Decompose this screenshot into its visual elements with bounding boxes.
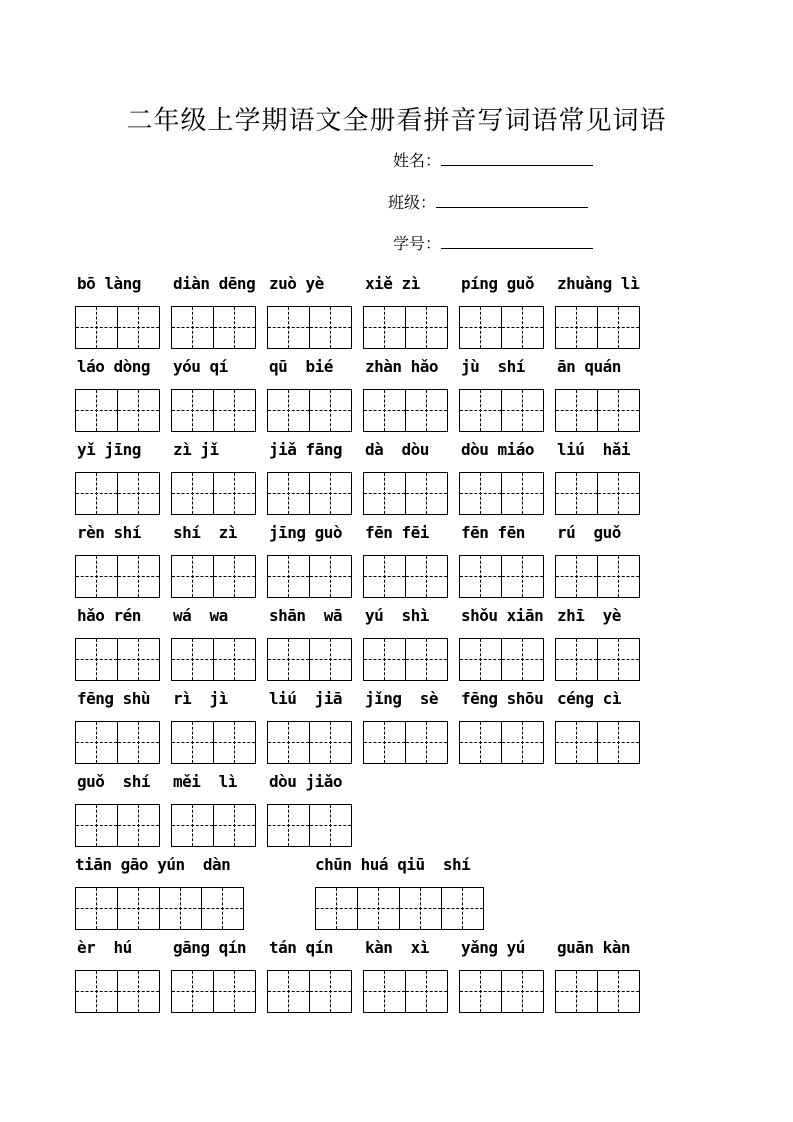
tianzige-cell[interactable] [172, 473, 213, 514]
tianzige-cell[interactable] [556, 307, 597, 348]
word-row [0, 440, 793, 523]
tianzige-cell[interactable] [460, 307, 501, 348]
writing-boxes[interactable] [555, 389, 640, 432]
tianzige-cell[interactable] [597, 971, 639, 1012]
tianzige-cell[interactable] [597, 473, 639, 514]
word-row [0, 689, 793, 772]
tianzige-cell[interactable] [556, 390, 597, 431]
name-field[interactable] [393, 148, 593, 171]
tianzige-cell[interactable] [405, 722, 447, 763]
writing-boxes[interactable] [75, 970, 160, 1013]
pinyin-label: měi lì [173, 772, 237, 791]
pinyin-label: fēng shōu [461, 689, 544, 708]
writing-boxes[interactable] [459, 389, 544, 432]
word-row [0, 772, 793, 855]
tianzige-cell[interactable] [364, 307, 405, 348]
tianzige-cell[interactable] [159, 888, 201, 929]
tianzige-cell[interactable] [460, 473, 501, 514]
pinyin-label: zhī yè [557, 606, 621, 625]
pinyin-label: céng cì [557, 689, 621, 708]
writing-boxes[interactable] [267, 555, 352, 598]
writing-boxes[interactable] [267, 638, 352, 681]
pinyin-label: dòu miáo [461, 440, 535, 459]
writing-boxes[interactable] [363, 721, 448, 764]
writing-boxes[interactable] [267, 970, 352, 1013]
tianzige-cell[interactable] [501, 556, 543, 597]
pinyin-label: liú hǎi [557, 440, 631, 459]
student-id-blank[interactable] [441, 234, 593, 249]
tianzige-cell[interactable] [309, 805, 351, 846]
writing-boxes[interactable] [75, 306, 160, 349]
tianzige-cell[interactable] [364, 473, 405, 514]
name-label: 姓名： [393, 151, 442, 170]
pinyin-label: fēng shù [77, 689, 151, 708]
tianzige-cell[interactable] [76, 556, 117, 597]
writing-boxes[interactable] [459, 721, 544, 764]
word-row [0, 357, 793, 440]
tianzige-cell[interactable] [309, 971, 351, 1012]
pinyin-label: shǒu xiān [461, 606, 544, 625]
pinyin-label: shān wā [269, 606, 343, 625]
tianzige-cell[interactable] [268, 307, 309, 348]
tianzige-cell[interactable] [597, 307, 639, 348]
writing-boxes[interactable] [267, 306, 352, 349]
pinyin-label: fēn fēn [461, 523, 525, 542]
tianzige-cell[interactable] [460, 390, 501, 431]
pinyin-label: yǐ jīng [77, 440, 141, 459]
tianzige-cell[interactable] [172, 971, 213, 1012]
pinyin-label: yǎng yú [461, 938, 525, 957]
pinyin-label: rì jì [173, 689, 228, 708]
tianzige-cell[interactable] [213, 805, 255, 846]
tianzige-cell[interactable] [76, 722, 117, 763]
writing-boxes[interactable] [171, 555, 256, 598]
tianzige-cell[interactable] [556, 473, 597, 514]
tianzige-cell[interactable] [201, 888, 243, 929]
tianzige-cell[interactable] [76, 888, 117, 929]
tianzige-cell[interactable] [117, 473, 159, 514]
pinyin-label: jù shí [461, 357, 525, 376]
tianzige-cell[interactable] [597, 556, 639, 597]
writing-boxes[interactable] [459, 638, 544, 681]
tianzige-cell[interactable] [76, 307, 117, 348]
pinyin-label: zhuàng lì [557, 274, 640, 293]
writing-boxes[interactable] [363, 638, 448, 681]
tianzige-cell[interactable] [556, 971, 597, 1012]
word-row [0, 855, 793, 938]
tianzige-cell[interactable] [405, 390, 447, 431]
writing-boxes[interactable] [555, 472, 640, 515]
class-field[interactable] [388, 190, 588, 213]
pinyin-label: zhàn hǎo [365, 357, 439, 376]
tianzige-cell[interactable] [556, 556, 597, 597]
pinyin-label: píng guǒ [461, 274, 535, 293]
pinyin-label: jiǎ fāng [269, 440, 343, 459]
pinyin-label: zì jǐ [173, 440, 219, 459]
tianzige-cell[interactable] [501, 307, 543, 348]
tianzige-cell[interactable] [405, 473, 447, 514]
page-title: 二年级上学期语文全册看拼音写词语常见词语 [126, 106, 667, 136]
writing-boxes[interactable] [75, 389, 160, 432]
tianzige-cell[interactable] [357, 888, 399, 929]
pinyin-label: zuò yè [269, 274, 324, 293]
tianzige-cell[interactable] [213, 639, 255, 680]
writing-boxes[interactable] [171, 472, 256, 515]
tianzige-cell[interactable] [213, 473, 255, 514]
writing-boxes[interactable] [171, 638, 256, 681]
tianzige-cell[interactable] [172, 639, 213, 680]
tianzige-cell[interactable] [556, 639, 597, 680]
word-row [0, 523, 793, 606]
tianzige-cell[interactable] [117, 722, 159, 763]
tianzige-cell[interactable] [597, 722, 639, 763]
writing-boxes[interactable] [171, 721, 256, 764]
writing-boxes[interactable] [555, 306, 640, 349]
pinyin-label: fēn fēi [365, 523, 429, 542]
writing-boxes[interactable] [171, 389, 256, 432]
tianzige-cell[interactable] [501, 639, 543, 680]
tianzige-cell[interactable] [213, 971, 255, 1012]
pinyin-label: rú guǒ [557, 523, 621, 542]
tianzige-cell[interactable] [597, 639, 639, 680]
pinyin-label: yóu qí [173, 357, 228, 376]
pinyin-label: rèn shí [77, 523, 141, 542]
tianzige-cell[interactable] [556, 722, 597, 763]
writing-boxes[interactable] [555, 970, 640, 1013]
pinyin-label: chūn huá qiū shí [315, 855, 471, 874]
tianzige-cell[interactable] [117, 556, 159, 597]
writing-boxes[interactable] [75, 721, 160, 764]
name-blank[interactable] [441, 151, 593, 166]
tianzige-cell[interactable] [597, 390, 639, 431]
pinyin-label: xiě zì [365, 274, 420, 293]
tianzige-cell[interactable] [399, 888, 441, 929]
tianzige-cell[interactable] [309, 390, 351, 431]
tianzige-cell[interactable] [405, 556, 447, 597]
pinyin-label: gāng qín [173, 938, 247, 957]
tianzige-cell[interactable] [213, 390, 255, 431]
pinyin-label: diàn dēng [173, 274, 256, 293]
pinyin-label: dòu jiǎo [269, 772, 343, 791]
tianzige-cell[interactable] [268, 390, 309, 431]
word-row [0, 274, 793, 357]
tianzige-cell[interactable] [268, 971, 309, 1012]
tianzige-cell[interactable] [76, 473, 117, 514]
writing-boxes[interactable] [75, 887, 244, 930]
tianzige-cell[interactable] [172, 805, 213, 846]
tianzige-cell[interactable] [441, 888, 483, 929]
pinyin-label: bō làng [77, 274, 141, 293]
writing-boxes[interactable] [363, 389, 448, 432]
tianzige-cell[interactable] [405, 971, 447, 1012]
pinyin-label: dà dòu [365, 440, 429, 459]
tianzige-cell[interactable] [405, 307, 447, 348]
writing-boxes[interactable] [171, 970, 256, 1013]
tianzige-cell[interactable] [76, 805, 117, 846]
word-row [0, 938, 793, 1021]
writing-boxes[interactable] [171, 306, 256, 349]
tianzige-cell[interactable] [309, 473, 351, 514]
tianzige-cell[interactable] [309, 556, 351, 597]
tianzige-cell[interactable] [268, 473, 309, 514]
tianzige-cell[interactable] [460, 556, 501, 597]
tianzige-cell[interactable] [460, 722, 501, 763]
writing-boxes[interactable] [75, 638, 160, 681]
tianzige-cell[interactable] [117, 639, 159, 680]
writing-boxes[interactable] [459, 306, 544, 349]
pinyin-label: guǒ shí [77, 772, 151, 791]
tianzige-cell[interactable] [309, 639, 351, 680]
pinyin-label: láo dòng [77, 357, 151, 376]
writing-boxes[interactable] [363, 472, 448, 515]
writing-boxes[interactable] [459, 472, 544, 515]
tianzige-cell[interactable] [501, 722, 543, 763]
tianzige-cell[interactable] [405, 639, 447, 680]
writing-boxes[interactable] [267, 472, 352, 515]
tianzige-cell[interactable] [460, 639, 501, 680]
tianzige-cell[interactable] [268, 722, 309, 763]
tianzige-cell[interactable] [76, 390, 117, 431]
tianzige-cell[interactable] [501, 971, 543, 1012]
student-id-label: 学号： [393, 234, 442, 253]
writing-boxes[interactable] [459, 555, 544, 598]
tianzige-cell[interactable] [213, 307, 255, 348]
writing-boxes[interactable] [459, 970, 544, 1013]
tianzige-cell[interactable] [268, 639, 309, 680]
writing-boxes[interactable] [75, 804, 160, 847]
tianzige-cell[interactable] [364, 639, 405, 680]
pinyin-label: yú shì [365, 606, 429, 625]
tianzige-cell[interactable] [309, 307, 351, 348]
pinyin-label: wá wa [173, 606, 228, 625]
tianzige-cell[interactable] [213, 556, 255, 597]
writing-boxes[interactable] [267, 389, 352, 432]
pinyin-label: liú jiā [269, 689, 343, 708]
class-label: 班级： [388, 193, 437, 212]
writing-boxes[interactable] [363, 970, 448, 1013]
tianzige-cell[interactable] [316, 888, 357, 929]
pinyin-label: tán qín [269, 938, 333, 957]
pinyin-label: kàn xì [365, 938, 429, 957]
writing-boxes[interactable] [75, 472, 160, 515]
tianzige-cell[interactable] [364, 722, 405, 763]
tianzige-cell[interactable] [268, 805, 309, 846]
word-row [0, 606, 793, 689]
tianzige-cell[interactable] [364, 971, 405, 1012]
tianzige-cell[interactable] [76, 639, 117, 680]
writing-boxes[interactable] [267, 804, 352, 847]
writing-boxes[interactable] [555, 555, 640, 598]
tianzige-cell[interactable] [172, 390, 213, 431]
pinyin-label: hǎo rén [77, 606, 141, 625]
pinyin-label: jīng guò [269, 523, 343, 542]
pinyin-label: jǐng sè [365, 689, 439, 708]
writing-boxes[interactable] [555, 638, 640, 681]
student-id-field[interactable] [393, 231, 593, 254]
tianzige-cell[interactable] [501, 473, 543, 514]
pinyin-label: shí zì [173, 523, 237, 542]
tianzige-cell[interactable] [364, 390, 405, 431]
writing-boxes[interactable] [363, 306, 448, 349]
writing-boxes[interactable] [171, 804, 256, 847]
tianzige-cell[interactable] [117, 971, 159, 1012]
writing-boxes[interactable] [363, 555, 448, 598]
tianzige-cell[interactable] [117, 390, 159, 431]
tianzige-cell[interactable] [117, 805, 159, 846]
tianzige-cell[interactable] [172, 307, 213, 348]
tianzige-cell[interactable] [213, 722, 255, 763]
class-blank[interactable] [436, 193, 588, 208]
tianzige-cell[interactable] [364, 556, 405, 597]
writing-boxes[interactable] [75, 555, 160, 598]
tianzige-cell[interactable] [501, 390, 543, 431]
tianzige-cell[interactable] [172, 722, 213, 763]
writing-boxes[interactable] [267, 721, 352, 764]
tianzige-cell[interactable] [117, 888, 159, 929]
pinyin-label: tiān gāo yún dàn [75, 855, 231, 874]
writing-boxes[interactable] [315, 887, 484, 930]
pinyin-label: guān kàn [557, 938, 631, 957]
tianzige-cell[interactable] [460, 971, 501, 1012]
tianzige-cell[interactable] [309, 722, 351, 763]
pinyin-label: qū bié [269, 357, 333, 376]
tianzige-cell[interactable] [76, 971, 117, 1012]
tianzige-cell[interactable] [268, 556, 309, 597]
writing-boxes[interactable] [555, 721, 640, 764]
pinyin-label: èr hú [77, 938, 132, 957]
pinyin-label: ān quán [557, 357, 621, 376]
tianzige-cell[interactable] [172, 556, 213, 597]
tianzige-cell[interactable] [117, 307, 159, 348]
